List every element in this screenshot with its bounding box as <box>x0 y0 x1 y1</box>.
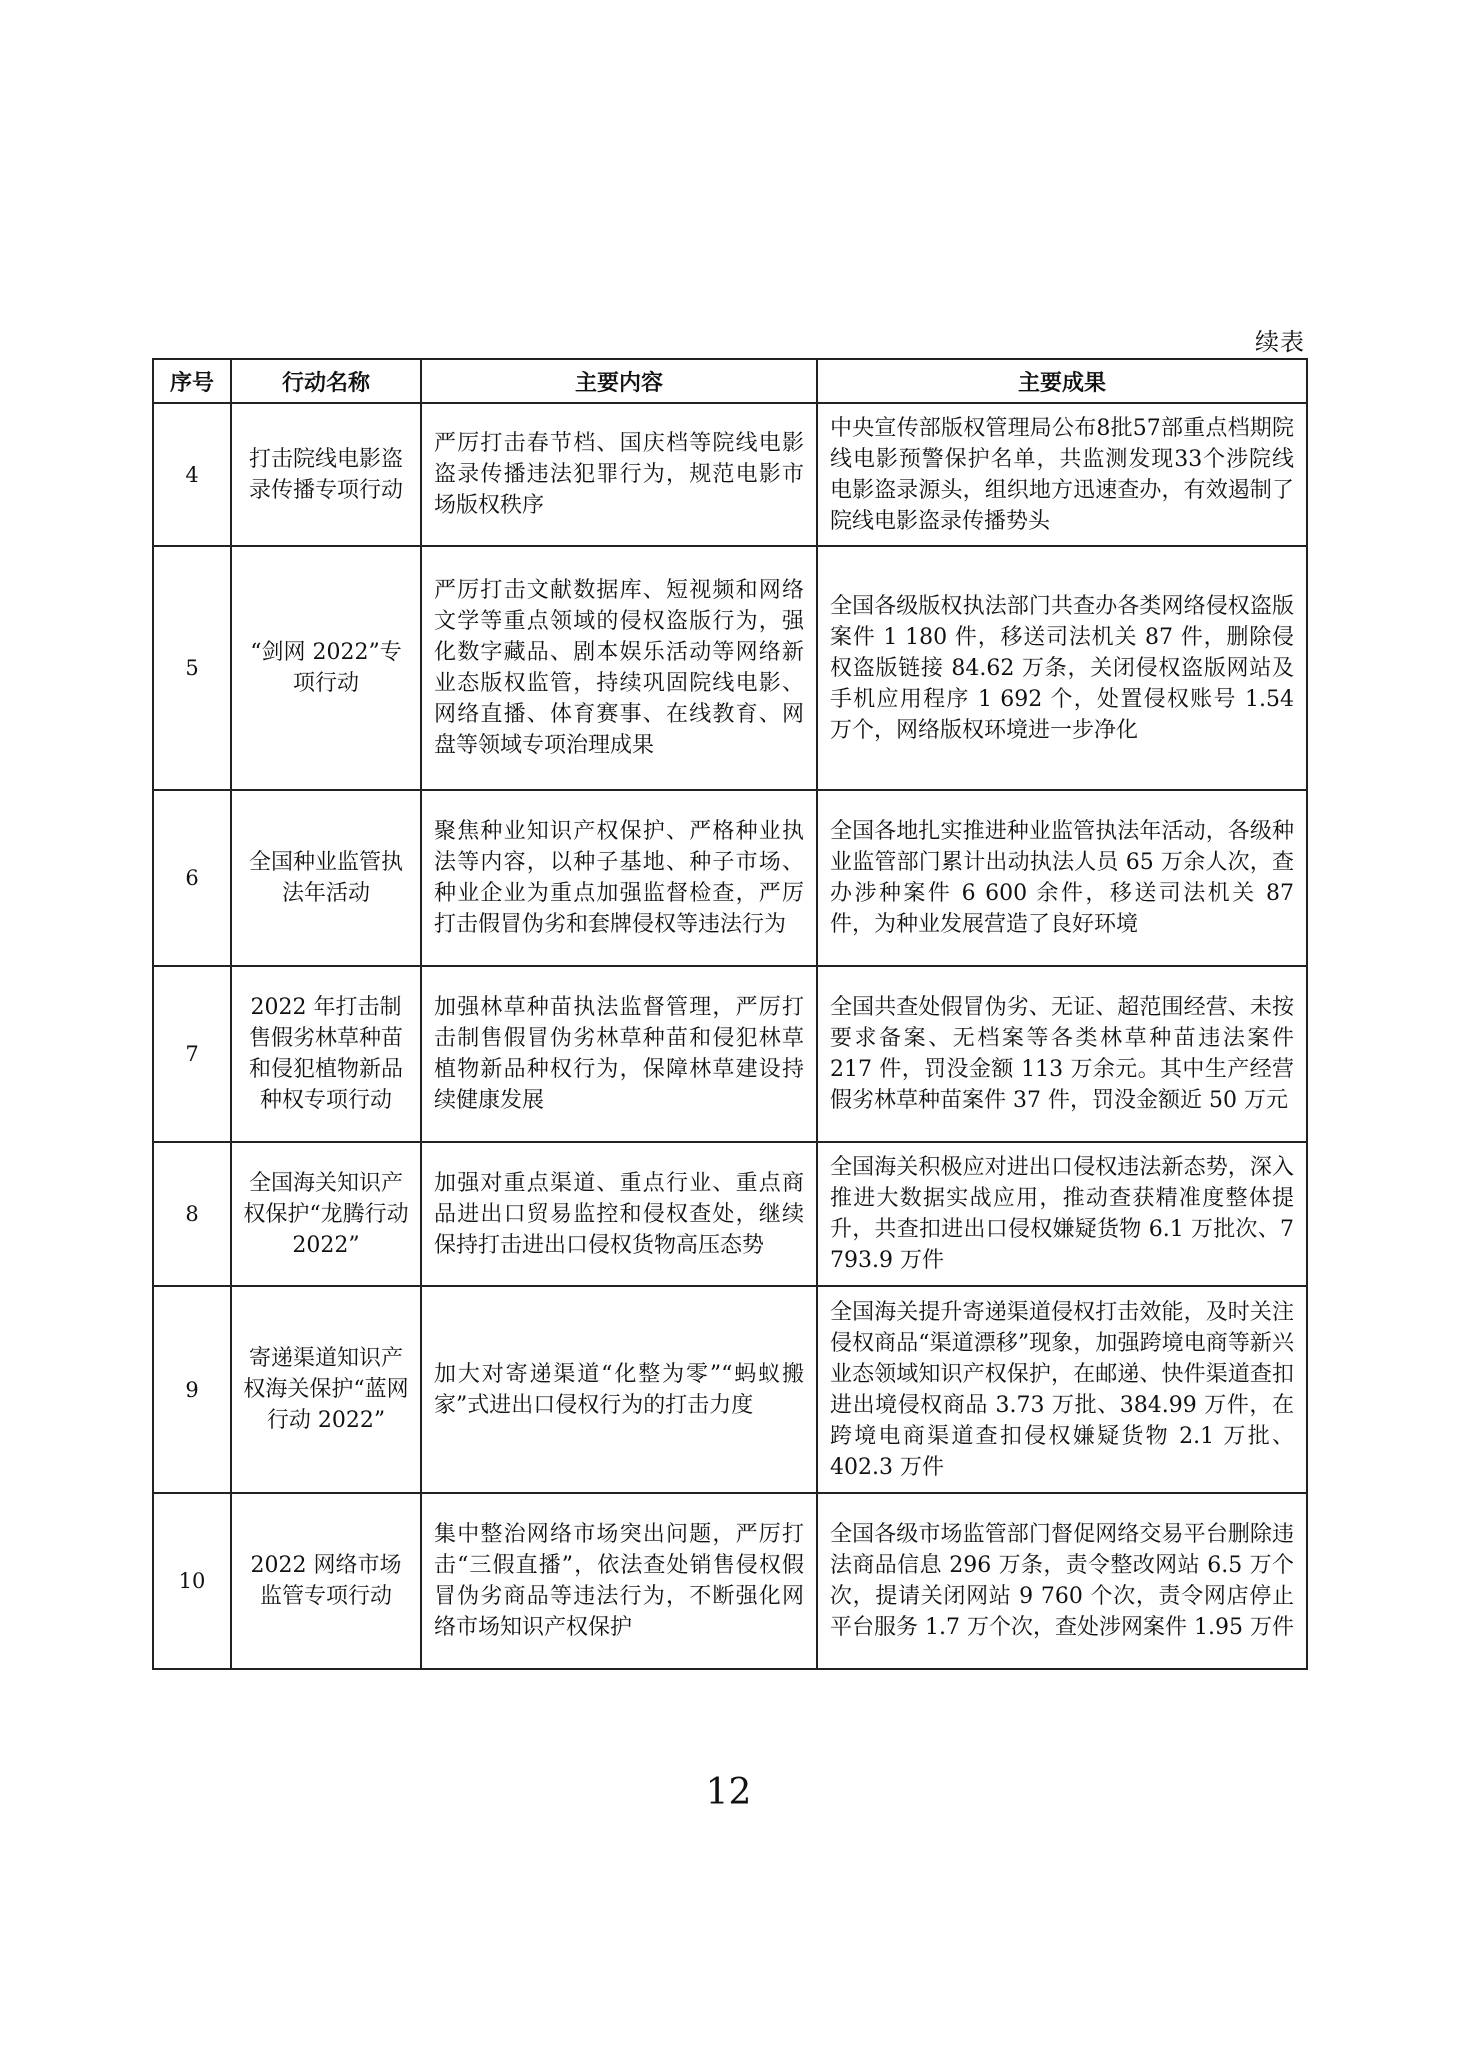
row-main-content: 严厉打击春节档、国庆档等院线电影盗录传播违法犯罪行为，规范电影市场版权秩序 <box>421 403 817 546</box>
table-row <box>153 790 1307 966</box>
table-row <box>153 546 1307 790</box>
row-no: 9 <box>153 1286 231 1493</box>
page-number: 12 <box>705 1772 752 1813</box>
row-main-results: 全国海关提升寄递渠道侵权打击效能，及时关注侵权商品“渠道漂移”现象，加强跨境电商等新兴业态领域知识产权保护，在邮递、快件渠道查扣进出境侵权商品 3.73 万批、384.99 万件，在跨境电商渠道查扣侵权嫌疑货物 2.1 万批、402.3 万件 <box>817 1286 1307 1493</box>
row-main-content: 加强对重点渠道、重点行业、重点商品进出口贸易监控和侵权查处，继续保持打击进出口侵权货物高压态势 <box>421 1142 817 1286</box>
row-action-name: 2022 网络市场监管专项行动 <box>231 1493 421 1669</box>
row-no: 6 <box>153 790 231 966</box>
table-row <box>153 1142 1307 1286</box>
row-no: 4 <box>153 403 231 546</box>
table-header-row <box>153 359 1307 403</box>
row-main-results: 全国海关积极应对进出口侵权违法新态势，深入推进大数据实战应用，推动查获精准度整体提升，共查扣进出口侵权嫌疑货物 6.1 万批次、7 793.9 万件 <box>817 1142 1307 1286</box>
row-no: 10 <box>153 1493 231 1669</box>
special-actions-table <box>152 358 1308 1670</box>
table-row <box>153 1286 1307 1493</box>
header-action-name: 行动名称 <box>231 359 421 403</box>
continued-table-label: 续表 <box>1255 328 1305 356</box>
table-row <box>153 1493 1307 1669</box>
row-no: 8 <box>153 1142 231 1286</box>
row-action-name: 2022 年打击制售假劣林草种苗和侵犯植物新品种权专项行动 <box>231 966 421 1142</box>
row-action-name: 全国种业监管执法年活动 <box>231 790 421 966</box>
row-main-results: 中央宣传部版权管理局公布8批57部重点档期院线电影预警保护名单，共监测发现33个涉院线电影盗录源头，组织地方迅速查办，有效遏制了院线电影盗录传播势头 <box>817 403 1307 546</box>
row-main-results: 全国共查处假冒伪劣、无证、超范围经营、未按要求备案、无档案等各类林草种苗违法案件 217 件，罚没金额 113 万余元。其中生产经营假劣林草种苗案件 37 件，罚没金额近 50 万元 <box>817 966 1307 1142</box>
row-action-name: 全国海关知识产权保护“龙腾行动 2022” <box>231 1142 421 1286</box>
row-action-name: 打击院线电影盗录传播专项行动 <box>231 403 421 546</box>
row-main-results: 全国各级版权执法部门共查办各类网络侵权盗版案件 1 180 件，移送司法机关 87 件，删除侵权盗版链接 84.62 万条，关闭侵权盗版网站及手机应用程序 1 692 个，处置侵权账号 1.54 万个，网络版权环境进一步净化 <box>817 546 1307 790</box>
row-action-name: “剑网 2022”专项行动 <box>231 546 421 790</box>
header-no: 序号 <box>153 359 231 403</box>
header-main-content: 主要内容 <box>421 359 817 403</box>
row-action-name: 寄递渠道知识产权海关保护“蓝网行动 2022” <box>231 1286 421 1493</box>
row-main-content: 加大对寄递渠道“化整为零”“蚂蚁搬家”式进出口侵权行为的打击力度 <box>421 1286 817 1493</box>
row-main-content: 聚焦种业知识产权保护、严格种业执法等内容，以种子基地、种子市场、种业企业为重点加强监督检查，严厉打击假冒伪劣和套牌侵权等违法行为 <box>421 790 817 966</box>
row-main-content: 集中整治网络市场突出问题，严厉打击“三假直播”，依法查处销售侵权假冒伪劣商品等违法行为，不断强化网络市场知识产权保护 <box>421 1493 817 1669</box>
row-main-results: 全国各地扎实推进种业监管执法年活动，各级种业监管部门累计出动执法人员 65 万余人次，查办涉种案件 6 600 余件，移送司法机关 87 件，为种业发展营造了良好环境 <box>817 790 1307 966</box>
row-no: 5 <box>153 546 231 790</box>
table-row <box>153 403 1307 546</box>
header-main-results: 主要成果 <box>817 359 1307 403</box>
row-main-content: 加强林草种苗执法监督管理，严厉打击制售假冒伪劣林草种苗和侵犯林草植物新品种权行为，保障林草建设持续健康发展 <box>421 966 817 1142</box>
row-main-content: 严厉打击文献数据库、短视频和网络文学等重点领域的侵权盗版行为，强化数字藏品、剧本娱乐活动等网络新业态版权监管，持续巩固院线电影、网络直播、体育赛事、在线教育、网盘等领域专项治理成果 <box>421 546 817 790</box>
row-no: 7 <box>153 966 231 1142</box>
row-main-results: 全国各级市场监管部门督促网络交易平台删除违法商品信息 296 万条，责令整改网站 6.5 万个次，提请关闭网站 9 760 个次，责令网店停止平台服务 1.7 万个次，查处涉网案件 1.95 万件 <box>817 1493 1307 1669</box>
table-row <box>153 966 1307 1142</box>
